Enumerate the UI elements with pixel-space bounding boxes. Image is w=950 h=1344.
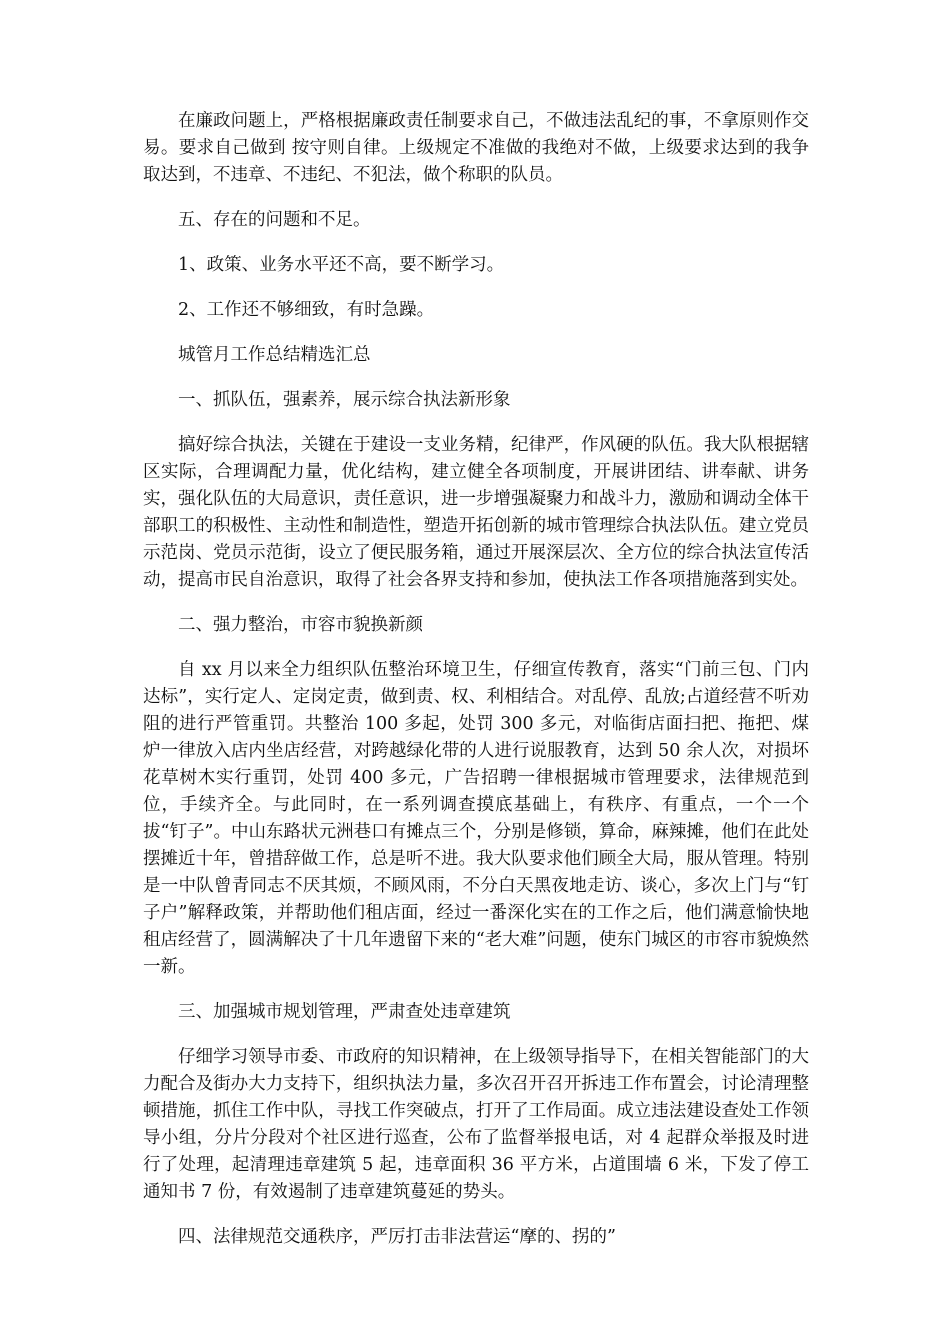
- heading-section-3: 三、加强城市规划管理，严肃查处违章建筑: [178, 1002, 511, 1022]
- heading-section-1: 一、抓队伍，强素养，展示综合执法新形象: [178, 390, 511, 410]
- paragraph-section-1: 搞好综合执法，关键在于建设一支业务精，纪律严，作风硬的队伍。我大队根据辖区实际，合理调配力量，优化结构，建立健全各项制度，开展讲团结、讲奉献、讲务实，强化队伍的大局意识，责任意识，进一步增强凝聚力和战斗力，激励和调动全体干部职工的积极性、主动性和制造性，塑造开拓创新的城市管理综合执法队伍。建立党员示范岗、党员示范街，设立了便民服务箱，通过开展深层次、全方位的综合执法宣传活动，提高市民自治意识，取得了社会各界支持和参加，使执法工作各项措施落到实处。: [143, 435, 809, 590]
- paragraph-section-2: 自 xx 月以来全力组织队伍整治环境卫生，仔细宣传教育，落实“门前三包、门内达标”，实行定人、定岗定责，做到责、权、利相结合。对乱停、乱放;占道经营不听劝阻的进行严管重罚。共整治 100 多起，处罚 300 多元，对临街店面扫把、拖把、煤炉一律放入店内坐店经营，对跨越绿化带的人进行说服教育，达到 50 余人次，对损坏花草树木实行重罚，处罚 400 多元，广告招聘一律根据城市管理要求，法律规范到位，手续齐全。与此同时，在一系列调查摸底基础上，有秩序、有重点，一个一个拔“钉子”。中山东路状元洲巷口有摊点三个，分别是修锁，算命，麻辣摊，他们在此处摆摊近十年，曾措辞做工作，总是听不进。我大队要求他们顾全大局，服从管理。特别是一中队曾青同志不厌其烦，不顾风雨，不分白天黑夜地走访、谈心，多次上门与“钉子户”解释政策，并帮助他们租店面，经过一番深化实在的工作之后，他们满意愉快地租店经营了，圆满解决了十几年遗留下来的“老大难”问题，使东门城区的市容市貌焕然一新。: [143, 660, 809, 977]
- section-title: 城管月工作总结精选汇总: [178, 345, 371, 365]
- list-item-2: 2、工作还不够细致，有时急躁。: [178, 300, 435, 320]
- document-page: [143, 108, 809, 1251]
- list-item-1: 1、政策、业务水平还不高，要不断学习。: [178, 255, 505, 275]
- heading-problems: 五、存在的问题和不足。: [178, 210, 371, 230]
- heading-section-4: 四、法律规范交通秩序，严厉打击非法营运“摩的、拐的”: [178, 1227, 616, 1247]
- paragraph-integrity: 在廉政问题上，严格根据廉政责任制要求自己，不做违法乱纪的事，不拿原则作交易。要求自己做到 按守则自律。上级规定不准做的我绝对不做，上级要求达到的我争取达到，不违章、不违纪、不犯法，做个称职的队员。: [143, 111, 809, 185]
- paragraph-section-3: 仔细学习领导市委、市政府的知识精神，在上级领导指导下，在相关智能部门的大力配合及街办大力支持下，组织执法力量，多次召开召开拆违工作布置会，讨论清理整顿措施，抓住工作中队，寻找工作突破点，打开了工作局面。成立违法建设查处工作领导小组，分片分段对个社区进行巡查，公布了监督举报电话，对 4 起群众举报及时进行了处理，起清理违章建筑 5 起，违章面积 36 平方米，占道围墙 6 米，下发了停工通知书 7 份，有效遏制了违章建筑蔓延的势头。: [143, 1047, 809, 1202]
- heading-section-2: 二、强力整治，市容市貌换新颜: [178, 615, 423, 635]
